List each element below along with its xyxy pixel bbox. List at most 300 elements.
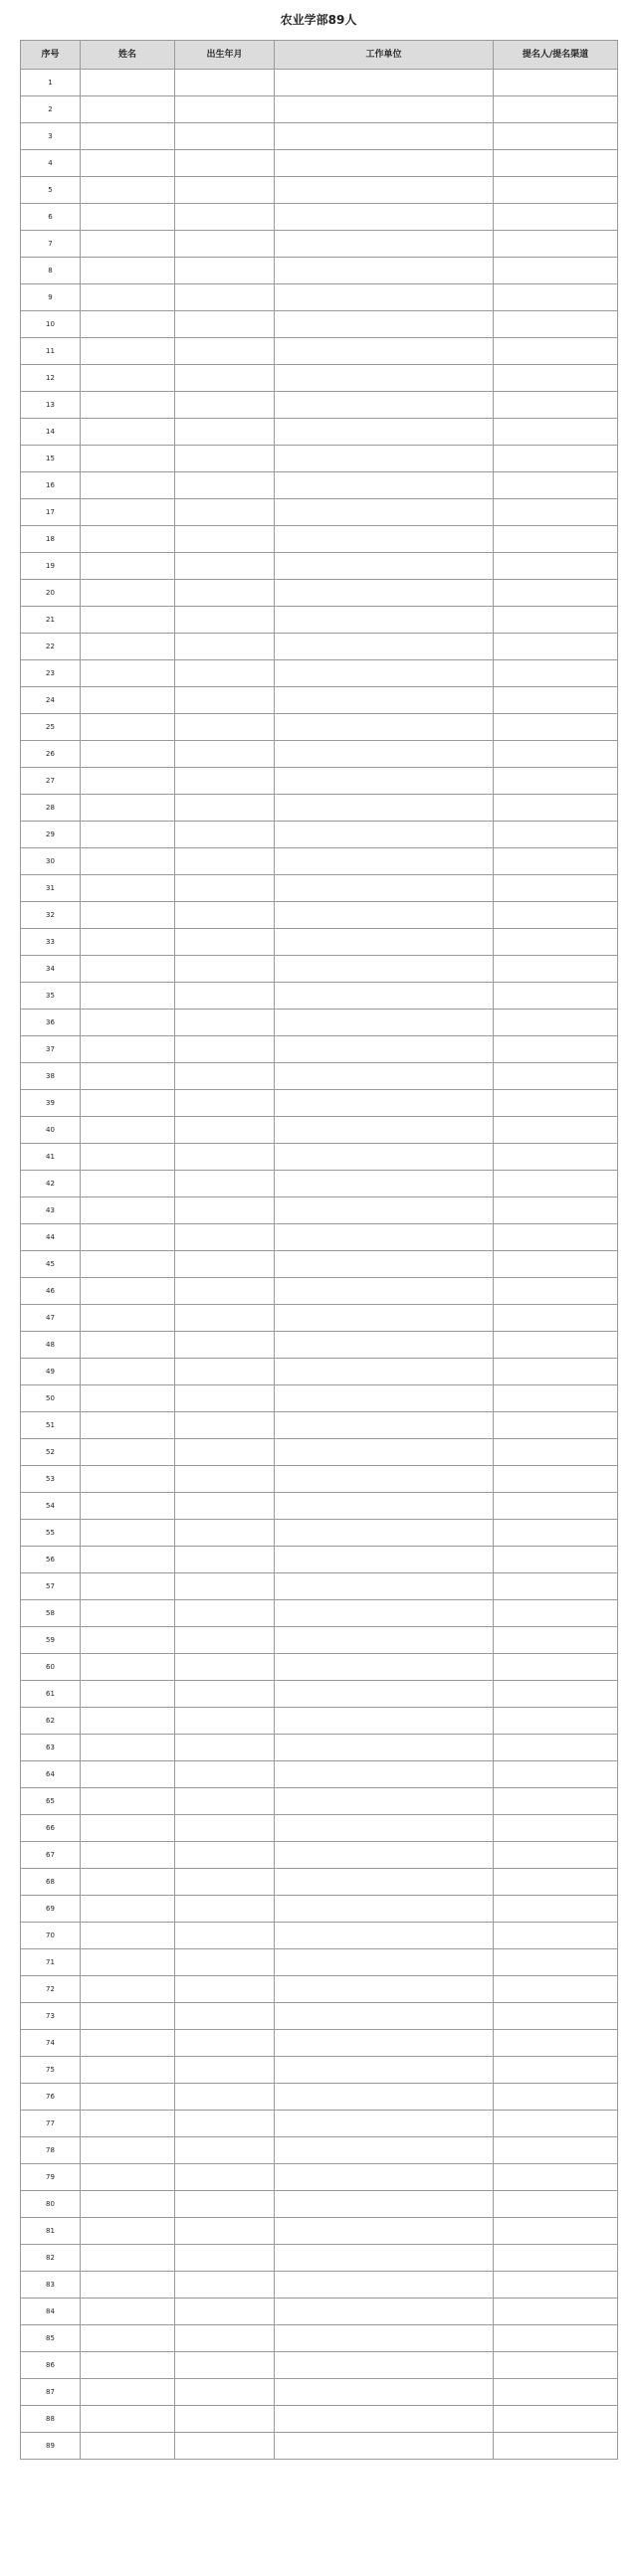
cell-name — [81, 2030, 175, 2057]
cell-no: 19 — [21, 553, 81, 580]
cell-nominator — [494, 1385, 618, 1412]
cell-org — [275, 526, 494, 553]
cell-no: 49 — [21, 1359, 81, 1385]
cell-no: 21 — [21, 607, 81, 634]
cell-name — [81, 472, 175, 499]
cell-nominator — [494, 1493, 618, 1520]
cell-nominator — [494, 768, 618, 795]
table-row — [21, 741, 618, 768]
cell-name — [81, 902, 175, 929]
cell-birth — [175, 2164, 275, 2191]
cell-org — [275, 284, 494, 311]
cell-birth — [175, 419, 275, 446]
cell-name — [81, 1815, 175, 1842]
cell-nominator — [494, 2111, 618, 2137]
cell-no: 50 — [21, 1385, 81, 1412]
cell-birth — [175, 2406, 275, 2433]
cell-nominator — [494, 284, 618, 311]
cell-nominator — [494, 2352, 618, 2379]
table-row — [21, 1278, 618, 1305]
cell-nominator — [494, 741, 618, 768]
cell-nominator — [494, 956, 618, 983]
table-row — [21, 446, 618, 472]
cell-nominator — [494, 338, 618, 365]
cell-no: 35 — [21, 983, 81, 1010]
cell-no: 45 — [21, 1251, 81, 1278]
table-row — [21, 338, 618, 365]
cell-birth — [175, 1520, 275, 1547]
cell-birth — [175, 1439, 275, 1466]
cell-org — [275, 634, 494, 660]
cell-nominator — [494, 1681, 618, 1708]
cell-no: 14 — [21, 419, 81, 446]
cell-org — [275, 2433, 494, 2460]
cell-org — [275, 2352, 494, 2379]
cell-name — [81, 1359, 175, 1385]
table-row — [21, 795, 618, 822]
header-birth: 出生年月 — [175, 41, 275, 70]
cell-name — [81, 70, 175, 96]
cell-org — [275, 338, 494, 365]
page-title: 农业学部89人 — [280, 13, 357, 27]
table-row — [21, 258, 618, 284]
table-row — [21, 150, 618, 177]
cell-nominator — [494, 1144, 618, 1171]
cell-birth — [175, 2057, 275, 2084]
cell-org — [275, 311, 494, 338]
table-row — [21, 1788, 618, 1815]
cell-org — [275, 1815, 494, 1842]
cell-org — [275, 2191, 494, 2218]
cell-nominator — [494, 2433, 618, 2460]
cell-org — [275, 1600, 494, 1627]
cell-birth — [175, 1547, 275, 1573]
cell-name — [81, 634, 175, 660]
cell-org — [275, 848, 494, 875]
cell-org — [275, 1923, 494, 1949]
cell-nominator — [494, 1815, 618, 1842]
cell-org — [275, 123, 494, 150]
table-row — [21, 1412, 618, 1439]
table-row — [21, 1708, 618, 1735]
cell-no: 28 — [21, 795, 81, 822]
cell-org — [275, 96, 494, 123]
cell-org — [275, 660, 494, 687]
cell-nominator — [494, 1278, 618, 1305]
cell-nominator — [494, 1547, 618, 1573]
cell-name — [81, 822, 175, 848]
cell-birth — [175, 1896, 275, 1923]
cell-org — [275, 1359, 494, 1385]
cell-birth — [175, 2003, 275, 2030]
table-row — [21, 1627, 618, 1654]
cell-no: 44 — [21, 1224, 81, 1251]
cell-no: 5 — [21, 177, 81, 204]
cell-name — [81, 1385, 175, 1412]
table-row — [21, 2164, 618, 2191]
cell-nominator — [494, 1251, 618, 1278]
cell-no: 7 — [21, 231, 81, 258]
table-row — [21, 1923, 618, 1949]
cell-birth — [175, 177, 275, 204]
cell-name — [81, 875, 175, 902]
cell-no: 15 — [21, 446, 81, 472]
cell-nominator — [494, 1466, 618, 1493]
cell-birth — [175, 2030, 275, 2057]
table-row — [21, 2352, 618, 2379]
cell-nominator — [494, 1923, 618, 1949]
cell-nominator — [494, 1735, 618, 1761]
header-no: 序号 — [21, 41, 81, 70]
cell-name — [81, 1735, 175, 1761]
cell-birth — [175, 2299, 275, 2325]
cell-org — [275, 1251, 494, 1278]
cell-birth — [175, 1735, 275, 1761]
cell-no: 40 — [21, 1117, 81, 1144]
cell-name — [81, 96, 175, 123]
cell-name — [81, 1681, 175, 1708]
cell-org — [275, 2272, 494, 2299]
cell-nominator — [494, 1869, 618, 1896]
cell-org — [275, 1896, 494, 1923]
cell-birth — [175, 1144, 275, 1171]
cell-birth — [175, 1171, 275, 1197]
cell-org — [275, 741, 494, 768]
cell-no: 17 — [21, 499, 81, 526]
table-row — [21, 1735, 618, 1761]
cell-org — [275, 2299, 494, 2325]
cell-name — [81, 607, 175, 634]
cell-name — [81, 2084, 175, 2111]
cell-birth — [175, 1036, 275, 1063]
cell-org — [275, 1090, 494, 1117]
table-row — [21, 714, 618, 741]
cell-no: 55 — [21, 1520, 81, 1547]
cell-birth — [175, 607, 275, 634]
cell-name — [81, 1197, 175, 1224]
cell-nominator — [494, 2003, 618, 2030]
cell-no: 79 — [21, 2164, 81, 2191]
cell-name — [81, 2352, 175, 2379]
cell-org — [275, 2084, 494, 2111]
cell-birth — [175, 875, 275, 902]
cell-no: 80 — [21, 2191, 81, 2218]
cell-birth — [175, 70, 275, 96]
cell-no: 62 — [21, 1708, 81, 1735]
table-row — [21, 2433, 618, 2460]
table-row — [21, 2084, 618, 2111]
cell-name — [81, 1036, 175, 1063]
cell-org — [275, 204, 494, 231]
table-row — [21, 1520, 618, 1547]
table-row — [21, 419, 618, 446]
cell-no: 1 — [21, 70, 81, 96]
cell-name — [81, 2433, 175, 2460]
cell-birth — [175, 687, 275, 714]
cell-birth — [175, 1976, 275, 2003]
cell-name — [81, 768, 175, 795]
roster-body — [21, 70, 618, 2460]
table-row — [21, 1305, 618, 1332]
cell-no: 81 — [21, 2218, 81, 2245]
cell-name — [81, 2245, 175, 2272]
cell-no: 43 — [21, 1197, 81, 1224]
cell-name — [81, 392, 175, 419]
table-row — [21, 1197, 618, 1224]
cell-nominator — [494, 1197, 618, 1224]
table-row — [21, 1251, 618, 1278]
cell-org — [275, 365, 494, 392]
table-row — [21, 687, 618, 714]
cell-org — [275, 1278, 494, 1305]
table-row — [21, 822, 618, 848]
cell-birth — [175, 1197, 275, 1224]
cell-no: 8 — [21, 258, 81, 284]
cell-org — [275, 875, 494, 902]
cell-no: 85 — [21, 2325, 81, 2352]
cell-birth — [175, 1815, 275, 1842]
cell-nominator — [494, 1412, 618, 1439]
cell-name — [81, 1305, 175, 1332]
cell-nominator — [494, 392, 618, 419]
cell-nominator — [494, 2137, 618, 2164]
cell-name — [81, 714, 175, 741]
cell-birth — [175, 284, 275, 311]
cell-birth — [175, 660, 275, 687]
cell-org — [275, 983, 494, 1010]
cell-nominator — [494, 2030, 618, 2057]
cell-nominator — [494, 634, 618, 660]
table-row — [21, 2057, 618, 2084]
cell-no: 61 — [21, 1681, 81, 1708]
cell-birth — [175, 1332, 275, 1359]
cell-nominator — [494, 526, 618, 553]
cell-name — [81, 1949, 175, 1976]
table-row — [21, 580, 618, 607]
cell-name — [81, 1171, 175, 1197]
cell-name — [81, 1788, 175, 1815]
cell-nominator — [494, 70, 618, 96]
cell-org — [275, 1144, 494, 1171]
cell-nominator — [494, 1708, 618, 1735]
cell-birth — [175, 714, 275, 741]
cell-name — [81, 446, 175, 472]
cell-org — [275, 1332, 494, 1359]
cell-nominator — [494, 311, 618, 338]
table-row — [21, 204, 618, 231]
cell-name — [81, 553, 175, 580]
cell-org — [275, 714, 494, 741]
cell-nominator — [494, 365, 618, 392]
table-row — [21, 956, 618, 983]
cell-birth — [175, 1224, 275, 1251]
cell-org — [275, 1385, 494, 1412]
cell-org — [275, 419, 494, 446]
cell-birth — [175, 1090, 275, 1117]
cell-nominator — [494, 1010, 618, 1036]
cell-nominator — [494, 1627, 618, 1654]
cell-birth — [175, 472, 275, 499]
table-row — [21, 1573, 618, 1600]
cell-org — [275, 1010, 494, 1036]
cell-birth — [175, 1654, 275, 1681]
cell-nominator — [494, 795, 618, 822]
cell-org — [275, 2245, 494, 2272]
table-row — [21, 2191, 618, 2218]
cell-org — [275, 258, 494, 284]
table-row — [21, 1815, 618, 1842]
cell-org — [275, 1520, 494, 1547]
cell-name — [81, 1278, 175, 1305]
cell-nominator — [494, 660, 618, 687]
cell-name — [81, 204, 175, 231]
cell-name — [81, 795, 175, 822]
cell-name — [81, 2137, 175, 2164]
cell-nominator — [494, 1332, 618, 1359]
table-row — [21, 365, 618, 392]
cell-birth — [175, 929, 275, 956]
cell-nominator — [494, 2057, 618, 2084]
cell-no: 47 — [21, 1305, 81, 1332]
cell-name — [81, 929, 175, 956]
cell-name — [81, 284, 175, 311]
cell-nominator — [494, 1520, 618, 1547]
table-row — [21, 1466, 618, 1493]
cell-birth — [175, 1869, 275, 1896]
cell-name — [81, 365, 175, 392]
cell-org — [275, 1761, 494, 1788]
cell-nominator — [494, 1654, 618, 1681]
cell-birth — [175, 1600, 275, 1627]
cell-name — [81, 1761, 175, 1788]
cell-no: 88 — [21, 2406, 81, 2433]
cell-no: 66 — [21, 1815, 81, 1842]
table-row — [21, 929, 618, 956]
table-row — [21, 1063, 618, 1090]
cell-no: 70 — [21, 1923, 81, 1949]
cell-name — [81, 1976, 175, 2003]
cell-birth — [175, 1842, 275, 1869]
cell-nominator — [494, 499, 618, 526]
table-row — [21, 472, 618, 499]
cell-no: 33 — [21, 929, 81, 956]
cell-org — [275, 1171, 494, 1197]
table-row — [21, 284, 618, 311]
cell-nominator — [494, 1896, 618, 1923]
cell-nominator — [494, 1976, 618, 2003]
cell-nominator — [494, 2406, 618, 2433]
cell-nominator — [494, 607, 618, 634]
cell-no: 60 — [21, 1654, 81, 1681]
table-row — [21, 1842, 618, 1869]
cell-no: 74 — [21, 2030, 81, 2057]
table-row — [21, 1090, 618, 1117]
table-row — [21, 983, 618, 1010]
cell-no: 2 — [21, 96, 81, 123]
cell-nominator — [494, 150, 618, 177]
cell-name — [81, 1547, 175, 1573]
cell-org — [275, 1305, 494, 1332]
cell-no: 12 — [21, 365, 81, 392]
cell-name — [81, 2164, 175, 2191]
cell-birth — [175, 2245, 275, 2272]
cell-no: 63 — [21, 1735, 81, 1761]
cell-nominator — [494, 1788, 618, 1815]
table-row — [21, 1949, 618, 1976]
cell-name — [81, 2272, 175, 2299]
table-row — [21, 392, 618, 419]
cell-birth — [175, 1305, 275, 1332]
cell-no: 51 — [21, 1412, 81, 1439]
table-row — [21, 634, 618, 660]
cell-org — [275, 1735, 494, 1761]
cell-no: 65 — [21, 1788, 81, 1815]
cell-birth — [175, 1573, 275, 1600]
cell-no: 18 — [21, 526, 81, 553]
cell-no: 78 — [21, 2137, 81, 2164]
cell-birth — [175, 1251, 275, 1278]
cell-no: 3 — [21, 123, 81, 150]
table-row — [21, 1600, 618, 1627]
cell-org — [275, 580, 494, 607]
cell-nominator — [494, 2218, 618, 2245]
table-row — [21, 2137, 618, 2164]
cell-org — [275, 1493, 494, 1520]
cell-birth — [175, 1627, 275, 1654]
cell-birth — [175, 1708, 275, 1735]
cell-birth — [175, 231, 275, 258]
cell-name — [81, 1869, 175, 1896]
table-row — [21, 902, 618, 929]
cell-name — [81, 526, 175, 553]
table-row — [21, 2245, 618, 2272]
table-row — [21, 499, 618, 526]
cell-name — [81, 1412, 175, 1439]
cell-no: 25 — [21, 714, 81, 741]
cell-org — [275, 902, 494, 929]
cell-no: 37 — [21, 1036, 81, 1063]
cell-birth — [175, 365, 275, 392]
cell-org — [275, 2164, 494, 2191]
cell-no: 46 — [21, 1278, 81, 1305]
cell-no: 39 — [21, 1090, 81, 1117]
cell-birth — [175, 258, 275, 284]
cell-birth — [175, 822, 275, 848]
cell-org — [275, 1949, 494, 1976]
cell-no: 31 — [21, 875, 81, 902]
cell-nominator — [494, 446, 618, 472]
cell-no: 9 — [21, 284, 81, 311]
cell-no: 13 — [21, 392, 81, 419]
cell-org — [275, 822, 494, 848]
cell-no: 72 — [21, 1976, 81, 2003]
cell-name — [81, 660, 175, 687]
cell-name — [81, 419, 175, 446]
cell-birth — [175, 204, 275, 231]
cell-org — [275, 231, 494, 258]
cell-org — [275, 956, 494, 983]
cell-name — [81, 1466, 175, 1493]
cell-no: 54 — [21, 1493, 81, 1520]
cell-birth — [175, 1788, 275, 1815]
cell-no: 87 — [21, 2379, 81, 2406]
cell-nominator — [494, 258, 618, 284]
cell-no: 34 — [21, 956, 81, 983]
cell-no: 83 — [21, 2272, 81, 2299]
cell-no: 69 — [21, 1896, 81, 1923]
table-row — [21, 177, 618, 204]
table-row — [21, 1761, 618, 1788]
